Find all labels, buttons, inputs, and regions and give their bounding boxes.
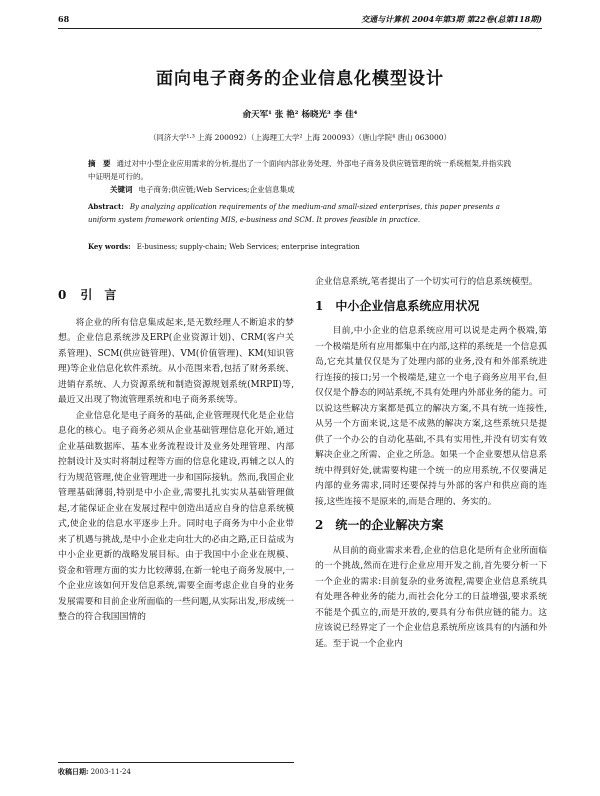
footnote [58, 762, 294, 777]
abstract-cn-label: 摘 要 [88, 159, 111, 168]
section-number: 1 [315, 298, 324, 313]
abstract-en-text: By analyzing application requirements of the medium-and small-sized enterprises, this paper presents a uniform system framework orienting MIS, e-business and SCM. It proves feasible in practice. [88, 203, 500, 224]
section-number: 0 [58, 288, 67, 302]
keywords-en-label: Key words: [88, 242, 131, 251]
received-date: 2003-11-24 [90, 768, 131, 776]
keywords-en [88, 242, 512, 251]
keywords-cn [110, 184, 510, 195]
keywords-cn-label: 关键词 [110, 185, 133, 194]
paragraph: 将企业的所有信息集成起来,是无数经理人不断追求的梦想。企业信息系统涉及ERP(企业资源计划)、CRM(客户关系管理)、SCM(供应链管理)、VM(价值管理)、KM(知识管理)等企业信息化软件系统。从小范围来看,包括了财务系统、进销存系统、人力资源系统和制造资源规划系统(MRPⅡ)等,最近又出现了物流管理系统和电子商务系统等。 [58, 317, 294, 405]
section-heading-0 [58, 288, 294, 304]
abstract-en-label: Abstract: [88, 202, 124, 211]
footnote-label: 收稿日期: [58, 767, 89, 776]
paragraph-continuation: 企业信息系统,笔者提出了一个切实可行的信息系统模型。 [315, 277, 538, 287]
section-title: 统一的企业解决方案 [335, 518, 444, 532]
paper-title: 面向电子商务的企业信息化模型设计 [156, 69, 444, 89]
paragraph: 从目前的商业需求来看,企业的信息化是所有企业所面临的一个挑战,然而在进行企业应用开发之前,首先要分析一下一个企业的需求:目前复杂的业务流程,需要企业信息系统具有处理各种业务的能力,而社会化分工的日益增强,要求系统不能是个孤立的,而是开放的,要具有分布供应链的能力。这应该说已经界定了一个企业信息系统所应该具有的内涵和外延。至于说一个企业内 [315, 545, 547, 649]
journal-info: 交通与计算机 2004年第3期 第22卷(总第118期) [361, 14, 542, 24]
keywords-en-text: E-business; supply-chain; Web Services; enterprise integration [136, 243, 360, 251]
authors: 俞天军¹ 张 艳² 杨晓光³ 李 佳⁴ [242, 110, 358, 120]
keywords-cn-text: 电子商务;供应链;Web Services;企业信息集成 [138, 185, 295, 194]
section-title: 中小企业信息系统应用状况 [335, 298, 480, 313]
left-column [58, 288, 294, 626]
section-title: 引 言 [80, 288, 117, 302]
running-header [58, 14, 542, 29]
section-heading-2 [315, 518, 547, 534]
page-number: 68 [58, 14, 70, 24]
section-heading-1 [315, 299, 547, 315]
abstract-cn-text: 通过对中小型企业应用需求的分析,提出了一个面向内部业务处理、外部电子商务及供应链管理的统一系统框架,并指实践中证明是可行的。 [88, 159, 512, 181]
right-column [315, 275, 547, 652]
section-number: 2 [315, 518, 324, 532]
paragraph: 企业信息化是电子商务的基础,企业管理现代化是企业信息化的核心。电子商务必须从企业基础管理信息化开始,通过企业基础数据库、基本业务流程设计及业务处理管理、内部控制设计及实时将制过程等方面的信息化建设,再辅之以人的行为规范管理,使企业管理进一步和国际接轨。然而,我国企业管理基础薄弱,特别是中小企业,需要扎扎实实从基础管理做起,才能保证企业在发展过程中创造出适应自身的信息系统模式,使企业的信息水平逐步上升。同时电子商务为中小企业带来了机遇与挑战,是中小企业走向壮大的必由之路,正日益成为中小企业更新的战略发展目标。由于我国中小企业在规模、资金和管理方面的实力比较薄弱,在新一轮电子商务发展中,一个企业应该如何开发信息系统,需要全面考虑企业自身的业务发展需要和目前企业所面临的一些问题,从实际出发,形成统一整合的符合我国国情的 [58, 410, 294, 622]
abstract-en [88, 200, 512, 227]
affiliations: （同济大学¹·³ 上海 200092）（上海理工大学² 上海 200093）（唐山学院⁴ 唐山 063000） [148, 133, 452, 142]
abstract-cn [88, 157, 512, 183]
paragraph: 目前,中小企业的信息系统应用可以说是走两个极端,第一个极端是所有应用都集中在内部,这样的系统是一个信息孤岛,它充其量仅仅是为了处理内部的业务,没有和外部系统进行连接的接口;另一个极端是,建立一个电子商务应用平台,但仅仅是个静态的网站系统,不具有处理内外部业务的能力。可以说这些解决方案都是孤立的解决方案,不具有统一连接性,从另一个方面来说,这是不成熟的解决方案,这些系统只是提供了一个办公的自动化基础,不具有实用性,并没有切实有效解决企业之所需、企业之所急。如果一个企业要想从信息系统中得到好处,就需要构建一个统一的应用系统,不仅要满足内部的业务需求,同时还要保持与外部的客户和供应商的连接,这些连接不是原来的,而是合理的、务实的。 [315, 326, 547, 507]
